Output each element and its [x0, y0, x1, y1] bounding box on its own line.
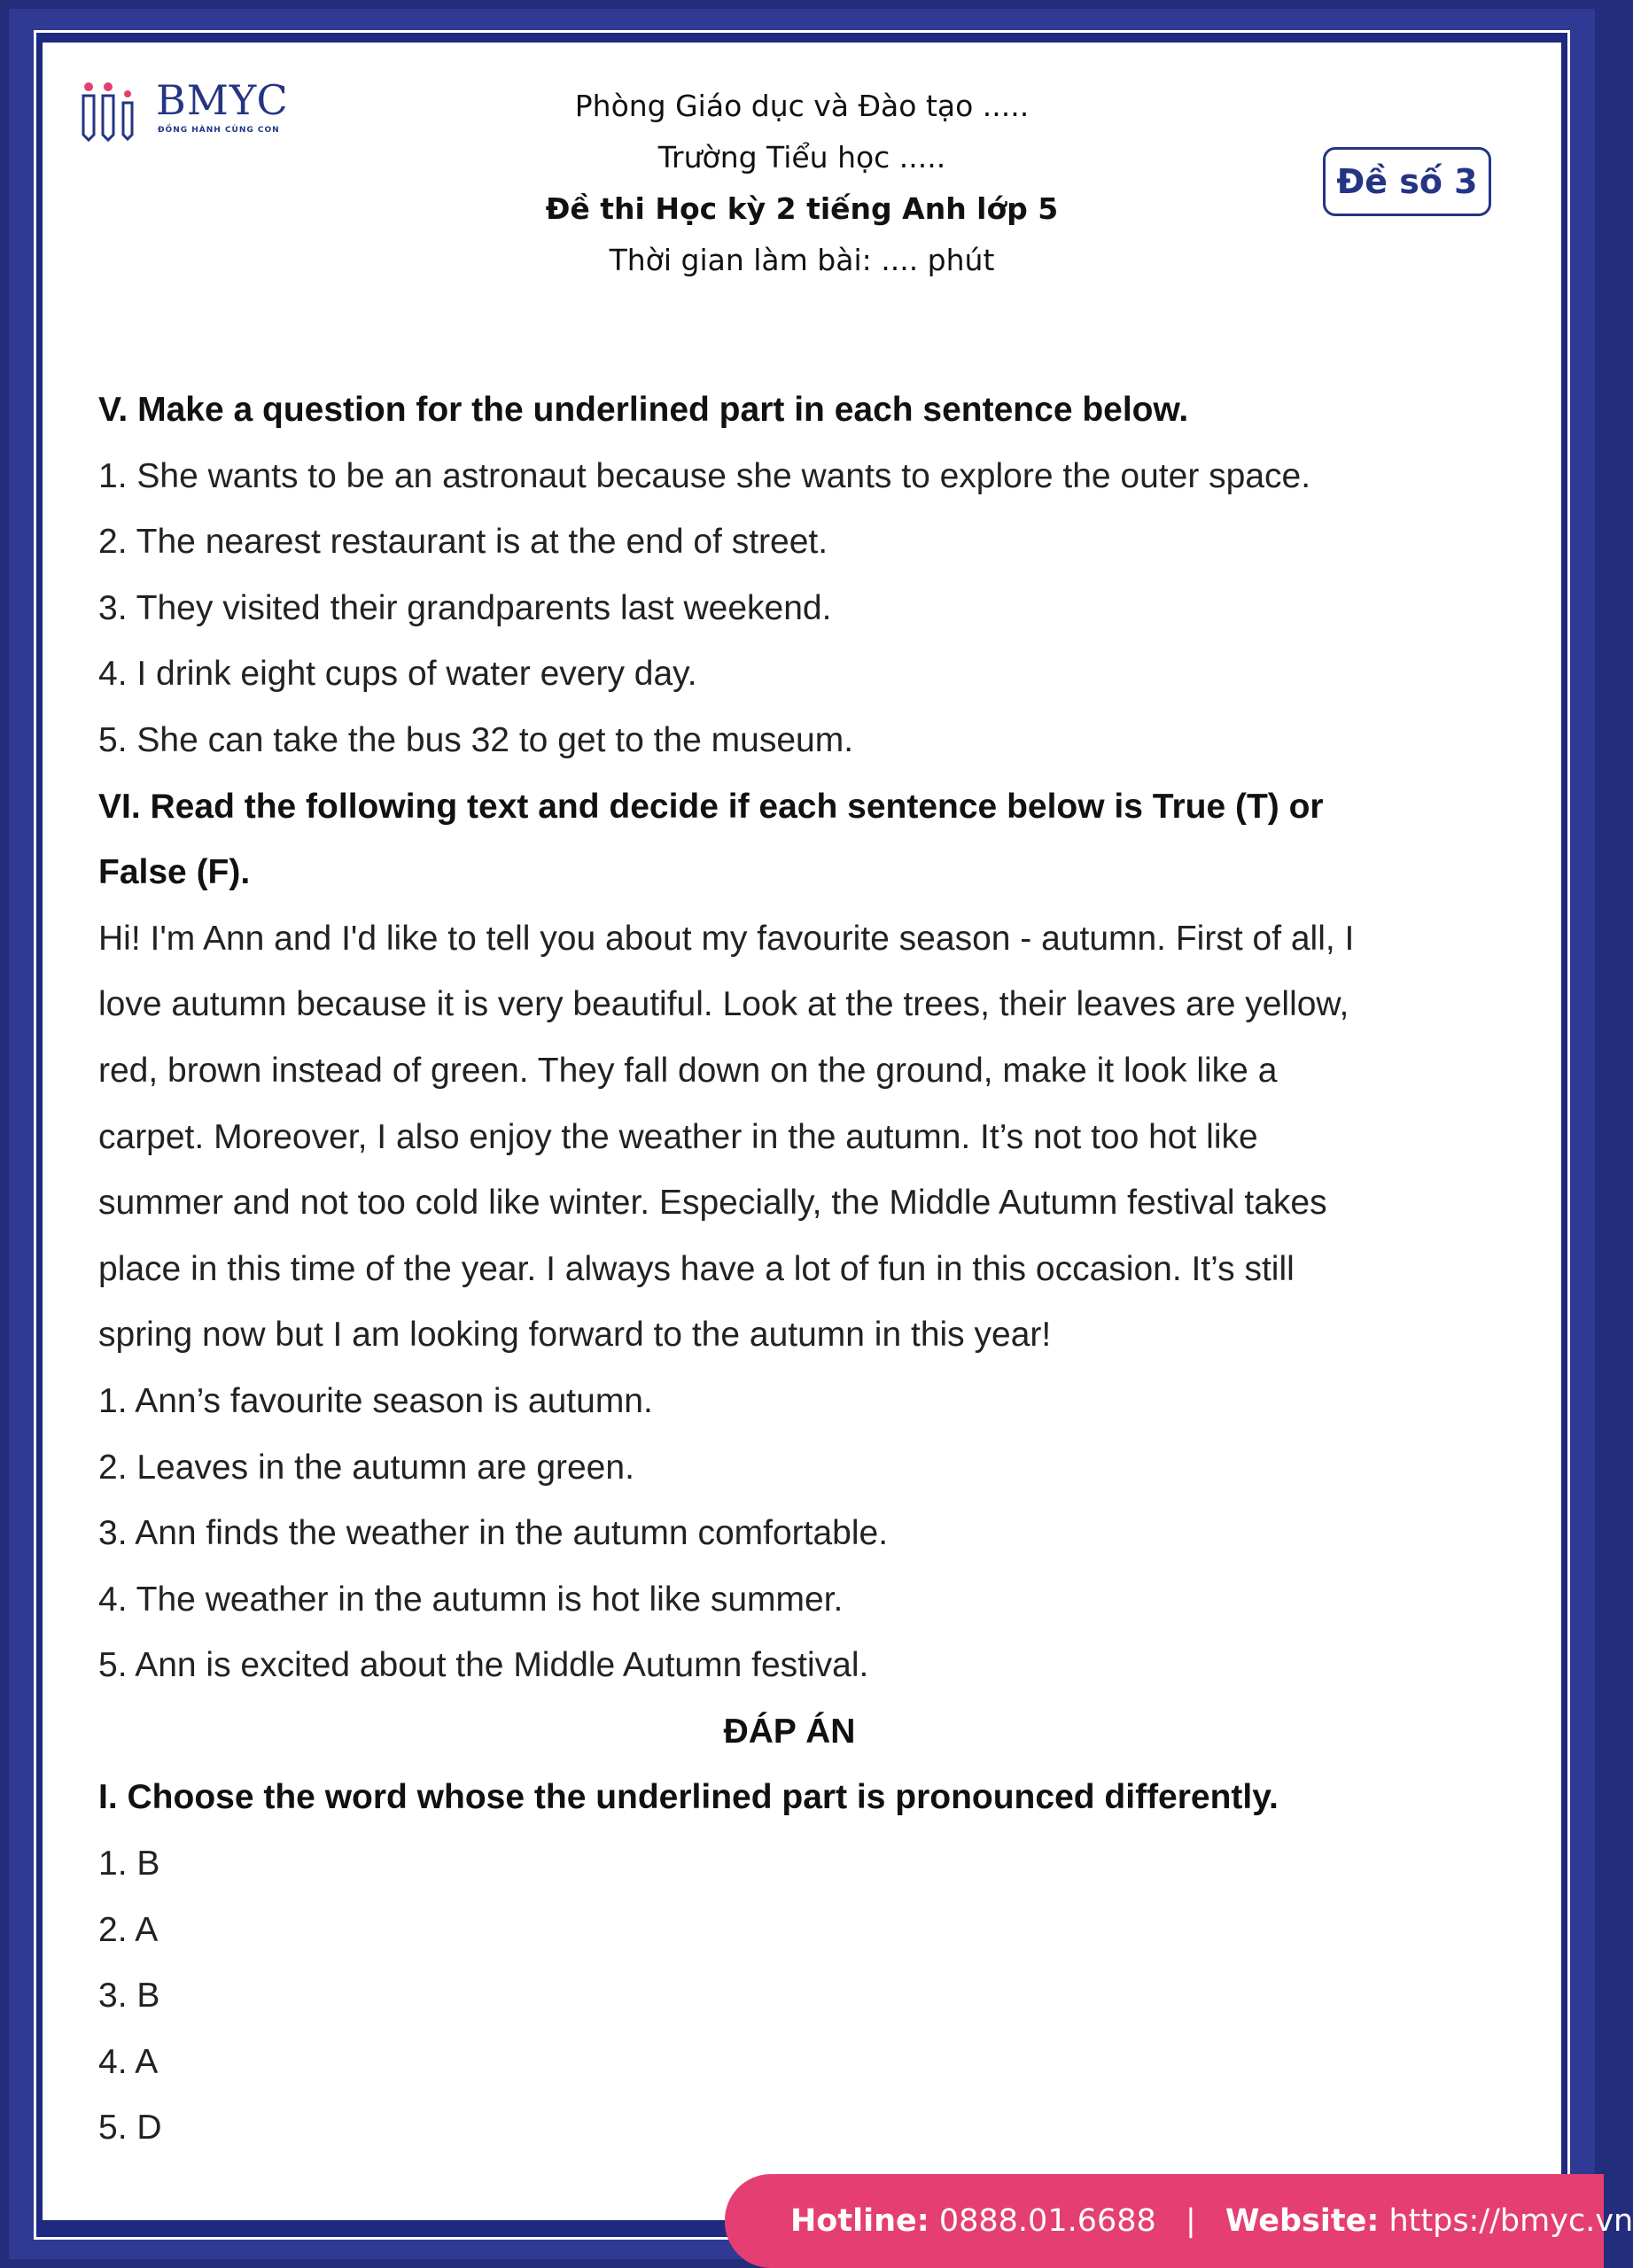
- passage-line: Hi! I'm Ann and I'd like to tell you about my favourite season - autumn. First of all, I: [98, 919, 1355, 958]
- section-5-item: 3. They visited their grandparents last weekend.: [98, 588, 832, 627]
- exam-number-badge: Đề số 3: [1323, 147, 1491, 216]
- hotline-label: Hotline:: [790, 2203, 929, 2239]
- section-6-item: 1. Ann’s favourite season is autumn.: [98, 1381, 653, 1420]
- section-6-title-cont: False (F).: [98, 853, 251, 892]
- footer-separator: |: [1185, 2203, 1196, 2239]
- answer-key-heading: ĐÁP ÁN: [723, 1712, 856, 1751]
- worksheet-page: [43, 43, 1561, 2220]
- brand-tagline: ĐỒNG HÀNH CÙNG CON: [158, 126, 280, 135]
- passage-line: spring now but I am looking forward to the autumn in this year!: [98, 1316, 1052, 1355]
- section-5-item: 2. The nearest restaurant is at the end of street.: [98, 523, 828, 562]
- passage-line: summer and not too cold like winter. Especially, the Middle Autumn festival takes: [98, 1184, 1327, 1223]
- school-line: Trường Tiểu học .....: [657, 140, 946, 175]
- section-5-item: 4. I drink eight cups of water every day.: [98, 655, 697, 694]
- answer-item: 3. B: [98, 1977, 160, 2016]
- contact-footer: [725, 2174, 1633, 2268]
- brand-name: BMYC: [156, 76, 289, 124]
- answer-item: 4. A: [98, 2042, 159, 2081]
- hotline-number[interactable]: 0888.01.6688: [938, 2203, 1156, 2239]
- exam-title: Đề thi Học kỳ 2 tiếng Anh lớp 5: [545, 191, 1059, 226]
- passage-line: place in this time of the year. I always have a lot of fun in this occasion. It’s still: [98, 1249, 1295, 1288]
- section-6-item: 3. Ann finds the weather in the autumn comfortable.: [98, 1514, 889, 1553]
- answer-section-1-title: I. Choose the word whose the underlined part is pronounced differently.: [98, 1778, 1279, 1817]
- department-line: Phòng Giáo dục và Đào tạo .....: [574, 89, 1030, 123]
- section-6-item: 5. Ann is excited about the Middle Autumn festival.: [98, 1646, 869, 1685]
- answer-item: 1. B: [98, 1845, 160, 1884]
- passage-line: carpet. Moreover, I also enjoy the weather in the autumn. It’s not too hot like: [98, 1117, 1258, 1156]
- website-label: Website:: [1225, 2203, 1380, 2239]
- answer-item: 2. A: [98, 1910, 159, 1949]
- section-5-item: 1. She wants to be an astronaut because she wants to explore the outer space.: [98, 456, 1311, 495]
- passage-line: love autumn because it is very beautiful. Look at the trees, their leaves are yellow,: [98, 985, 1349, 1024]
- passage-line: red, brown instead of green. They fall down on the ground, make it look like a: [98, 1051, 1278, 1090]
- section-6-item: 4. The weather in the autumn is hot like summer.: [98, 1580, 844, 1619]
- section-6-item: 2. Leaves in the autumn are green.: [98, 1448, 634, 1487]
- exam-duration: Thời gian làm bài: .... phút: [609, 243, 995, 277]
- section-5-title: V. Make a question for the underlined part in each sentence below.: [98, 391, 1189, 429]
- website-link[interactable]: https://bmyc.vn: [1388, 2203, 1633, 2239]
- section-6-title: VI. Read the following text and decide if each sentence below is True (T) or: [98, 787, 1324, 826]
- exam-content: [98, 377, 1551, 2162]
- section-5-item: 5. She can take the bus 32 to get to the museum.: [98, 720, 854, 759]
- answer-item: 5. D: [98, 2109, 162, 2148]
